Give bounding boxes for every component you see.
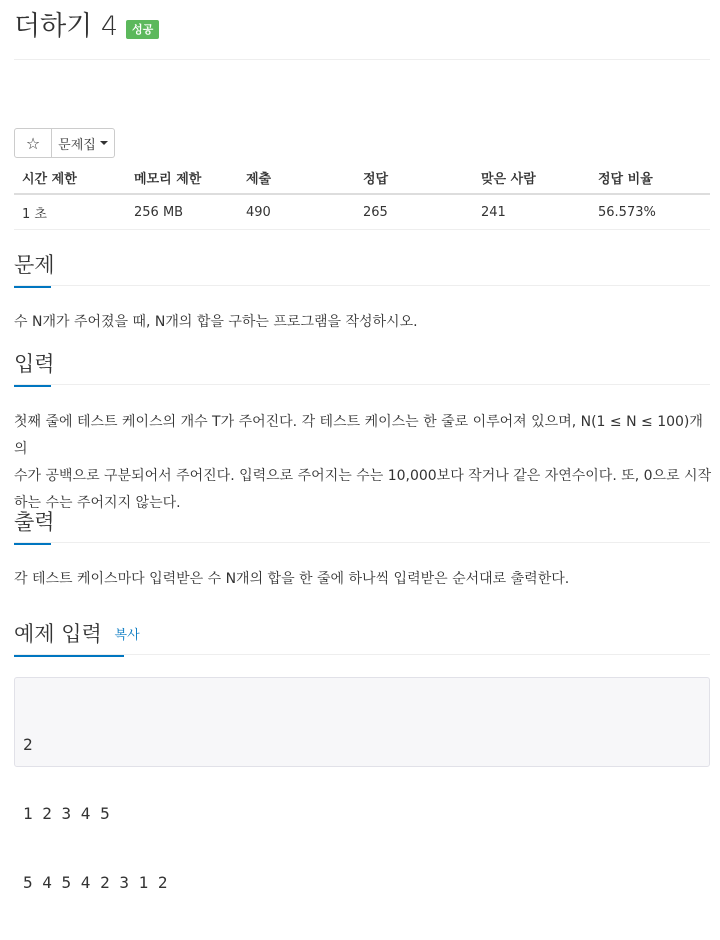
problem-heading-text: 문제 xyxy=(14,253,55,277)
header-solvers: 맞은 사람 xyxy=(473,162,590,194)
output-description: 각 테스트 케이스마다 입력받은 수 N개의 합을 한 줄에 하나씩 입력받은 순서대로 출력한다. xyxy=(14,571,570,587)
header-submissions: 제출 xyxy=(238,162,355,194)
heading-underline xyxy=(14,543,51,545)
sample-input-block xyxy=(14,677,710,892)
problem-set-dropdown[interactable] xyxy=(52,128,115,158)
sample-input-line: 2 xyxy=(23,735,33,754)
heading-underline xyxy=(14,385,51,387)
status-badge: 성공 xyxy=(126,20,159,39)
cell-accept-ratio: 56.573% xyxy=(590,194,710,230)
header-accepted: 정답 xyxy=(355,162,473,194)
input-description xyxy=(14,409,714,517)
problem-section-heading xyxy=(14,249,55,279)
title-row xyxy=(14,10,159,44)
star-button[interactable] xyxy=(14,128,52,158)
caret-down-icon xyxy=(100,141,108,145)
input-line: 하는 수는 주어지지 않는다. xyxy=(14,495,181,511)
problem-set-label: 문제집 xyxy=(58,137,96,153)
sample-input-heading-text: 예제 입력 xyxy=(14,622,102,646)
input-section-heading xyxy=(14,348,55,378)
cell-accepted: 265 xyxy=(355,194,473,230)
problem-description: 수 N개가 주어졌을 때, N개의 합을 구하는 프로그램을 작성하시오. xyxy=(14,314,418,330)
heading-underline xyxy=(14,286,51,288)
cell-solvers: 241 xyxy=(473,194,590,230)
cell-memory-limit: 256 MB xyxy=(126,194,238,230)
table-header-row xyxy=(14,162,710,194)
action-button-group xyxy=(14,128,115,158)
sample-input-line: 1 2 3 4 5 xyxy=(23,804,110,823)
sample-input-section-heading xyxy=(14,618,140,648)
section-divider xyxy=(14,654,710,655)
header-memory-limit: 메모리 제한 xyxy=(126,162,238,194)
cell-submissions: 490 xyxy=(238,194,355,230)
output-section-heading xyxy=(14,506,55,536)
copy-link[interactable]: 복사 xyxy=(114,628,140,643)
cell-time-limit: 1 초 xyxy=(14,194,126,230)
input-line: 수가 공백으로 구분되어서 주어진다. 입력으로 주어지는 수는 10,000보다 작거나 같은 자연수이다. 또, 0으로 시작 xyxy=(14,468,712,484)
heading-underline xyxy=(14,655,124,657)
problem-title: 더하기 4 xyxy=(14,11,119,42)
input-heading-text: 입력 xyxy=(14,352,55,376)
header-time-limit: 시간 제한 xyxy=(14,162,126,194)
header-accept-ratio: 정답 비율 xyxy=(590,162,710,194)
section-divider xyxy=(14,542,710,543)
star-icon: ☆ xyxy=(25,133,41,153)
table-row xyxy=(14,194,710,230)
input-line: 첫째 줄에 테스트 케이스의 개수 T가 주어진다. 각 테스트 케이스는 한 줄로 이루어져 있으며, N(1 ≤ N ≤ 100)개의 xyxy=(14,414,703,457)
problem-info-table xyxy=(14,162,710,230)
title-divider xyxy=(14,59,710,60)
section-divider xyxy=(14,384,710,385)
sample-input-line: 5 4 5 4 2 3 1 2 xyxy=(23,873,168,892)
section-divider xyxy=(14,285,710,286)
output-heading-text: 출력 xyxy=(14,510,55,534)
